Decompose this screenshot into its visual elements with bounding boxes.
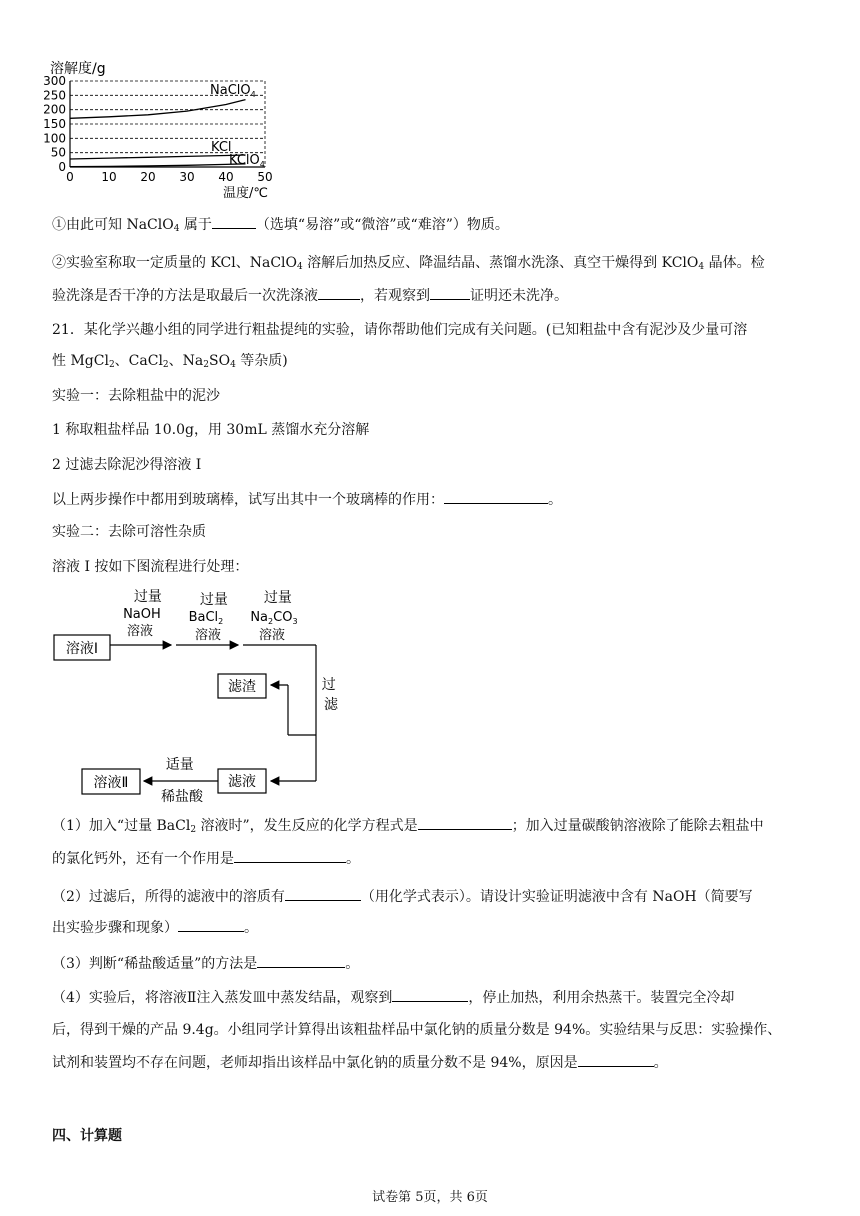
answer-blank[interactable] [234, 848, 346, 863]
q21-intro: 21．某化学兴趣小组的同学进行粗盐提纯的实验，请你帮助他们完成有关问题。(已知粗盐中含有泥沙及少量可溶 [52, 322, 748, 338]
y-tick-label: 100 [43, 131, 66, 146]
box-solution2-label: 溶液Ⅱ [93, 775, 129, 791]
filter-label: 过 滤 [321, 677, 338, 713]
x-axis-label: 温度/℃ [223, 186, 268, 201]
kclo4-label: KClO$_4$ [229, 153, 265, 169]
part4-line3: 试剂和装置均不存在问题，老师却指出该样品中氯化钠的质量分数不是 94%，原因是 。 [52, 1052, 668, 1073]
y-tick-label: 50 [50, 145, 66, 160]
flow-diagram [48, 585, 368, 805]
step1-label: 过量 NaOH 溶液 [123, 589, 162, 639]
answer-blank[interactable] [578, 1052, 654, 1067]
x-tick-label: 50 [257, 170, 273, 184]
y-axis-label: 溶解度/g [50, 61, 106, 77]
y-tick-labels [43, 74, 66, 174]
acid-label: 适量 稀盐酸 [161, 757, 203, 805]
kcl-label: KCl [211, 140, 232, 155]
part3-line: （3）判断“稀盐酸适量”的方法是 。 [52, 953, 359, 974]
y-tick-label: 200 [43, 102, 66, 117]
x-tick-label: 10 [101, 170, 117, 184]
naclo4-label: NaClO$_4$ [210, 83, 256, 99]
answer-blank[interactable] [212, 214, 256, 229]
box-solution1-label: 溶液Ⅰ [65, 641, 99, 657]
part1-line1: （1）加入“过量 BaCl$_2$ 溶液时”，发生反应的化学方程式是 ；加入过量碳酸钠溶液除了能除去粗盐中 [52, 815, 764, 840]
answer-blank[interactable] [418, 815, 512, 830]
experiment1-step2: 2 过滤去除泥沙得溶液 I [52, 457, 202, 473]
answer-blank[interactable] [318, 285, 360, 300]
x-tick-label: 20 [140, 170, 156, 184]
answer-blank[interactable] [392, 987, 468, 1002]
page-footer: 试卷第 5页，共 6页 [372, 1190, 488, 1205]
kcl-curve [70, 155, 246, 159]
answer-blank[interactable] [430, 285, 470, 300]
y-tick-label: 0 [58, 160, 66, 174]
y-tick-label: 300 [43, 74, 66, 88]
kclo4-curve [70, 164, 246, 167]
solubility-chart [40, 55, 300, 205]
experiment2-title: 实验二：去除可溶性杂质 [52, 524, 206, 540]
q20-part3: 验洗涤是否干净的方法是取最后一次洗涤液 ，若观察到 证明还未洗净。 [52, 285, 568, 306]
part2-line1: （2）过滤后，所得的滤液中的溶质有 （用化学式表示）。请设计实验证明滤液中含有 NaOH（简要写 [52, 886, 753, 907]
x-tick-label: 30 [179, 170, 195, 184]
experiment1-title: 实验一：去除粗盐中的泥沙 [52, 388, 220, 404]
x-tick-label: 40 [218, 170, 234, 184]
box-filtrate-label: 滤液 [228, 774, 256, 790]
x-tick-labels [66, 170, 272, 184]
y-tick-label: 250 [43, 88, 66, 103]
q20-part1: ①由此可知 NaClO$_4$ 属于 （选填“易溶”或“微溶”或“难溶”）物质。 [52, 214, 509, 239]
section-heading: 四、计算题 [52, 1128, 122, 1144]
answer-blank[interactable] [178, 917, 244, 932]
naclo4-curve [70, 100, 246, 119]
box-residue-label: 滤渣 [228, 679, 256, 695]
x-tick-label: 0 [66, 170, 74, 184]
experiment1-step1: 1 称取粗盐样品 10.0g，用 30mL 蒸馏水充分溶解 [52, 422, 370, 438]
part4-line2: 后，得到干燥的产品 9.4g。小组同学计算得出该粗盐样品中氯化钠的质量分数是 94%。实验结果与反思：实验操作、 [52, 1022, 782, 1038]
step3-label: 过量 $Na_2CO_3$ 溶液 [250, 590, 298, 643]
answer-blank[interactable] [444, 489, 548, 504]
q21-intro-cont: 性 MgCl$_2$、CaCl$_2$、$Na_2SO_4$ 等杂质) [52, 353, 288, 370]
answer-blank[interactable] [285, 886, 361, 901]
y-tick-label: 150 [43, 117, 66, 131]
step2-label: 过量 BaCl$_2$ 溶液 [188, 592, 228, 643]
part2-line2: 出实验步骤和现象） 。 [52, 917, 258, 938]
flow-intro: 溶液 I 按如下图流程进行处理： [52, 559, 249, 575]
q20-part2: ②实验室称取一定质量的 KCl、NaClO$_4$ 溶解后加热反应、降温结晶、蒸馏水洗涤、真空干燥得到 KClO$_4$ 晶体。检 [52, 255, 765, 272]
glass-rod-question: 以上两步操作中都用到玻璃棒，试写出其中一个玻璃棒的作用： 。 [52, 489, 562, 510]
part1-line2: 的氯化钙外，还有一个作用是 。 [52, 848, 360, 869]
answer-blank[interactable] [257, 953, 345, 968]
part4-line1: （4）实验后，将溶液Ⅱ注入蒸发皿中蒸发结晶，观察到 ，停止加热，利用余热蒸干。装置完全冷却 [52, 987, 734, 1008]
